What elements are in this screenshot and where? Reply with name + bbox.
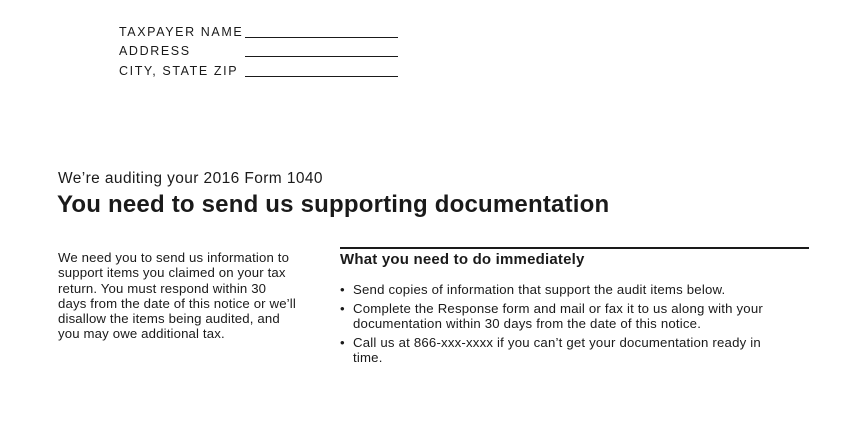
notice-subheading: We’re auditing your 2016 Form 1040 <box>58 170 323 187</box>
action-item <box>340 335 790 366</box>
action-item-text: Send copies of information that support the audit items below. <box>353 282 726 297</box>
action-item-text: Call us at 866-xxx-xxxx if you can’t get your documentation ready in time. <box>353 334 761 365</box>
address-block <box>119 19 398 78</box>
action-item-text: Complete the Response form and mail or fax it to us along with your documentation within 30 days from the date of this notice. <box>353 300 763 331</box>
bullet-icon: • <box>340 282 345 297</box>
notice-body-text: We need you to send us information to support items you claimed on your tax return. You must respond within 30 days from the date of this notice or we’ll disallow the items being audited, and you may owe additional tax. <box>58 250 296 342</box>
city-state-zip-label: CITY, STATE ZIP <box>119 63 239 78</box>
bullet-icon: • <box>340 334 345 350</box>
city-state-zip-blank-line <box>245 75 398 77</box>
action-list <box>340 282 790 369</box>
city-state-zip-row <box>119 58 398 78</box>
address-blank-line <box>245 55 398 57</box>
notice-headline: You need to send us supporting documentation <box>57 191 610 218</box>
taxpayer-name-label: TAXPAYER NAME <box>119 24 244 39</box>
address-label: ADDRESS <box>119 44 191 58</box>
taxpayer-name-row <box>119 19 398 39</box>
bullet-icon: • <box>340 300 345 316</box>
action-item <box>340 301 790 332</box>
action-item <box>340 282 790 298</box>
actions-section-title: What you need to do immediately <box>340 251 585 268</box>
address-row <box>119 39 398 59</box>
section-divider <box>340 247 809 249</box>
taxpayer-name-blank-line <box>245 36 398 38</box>
